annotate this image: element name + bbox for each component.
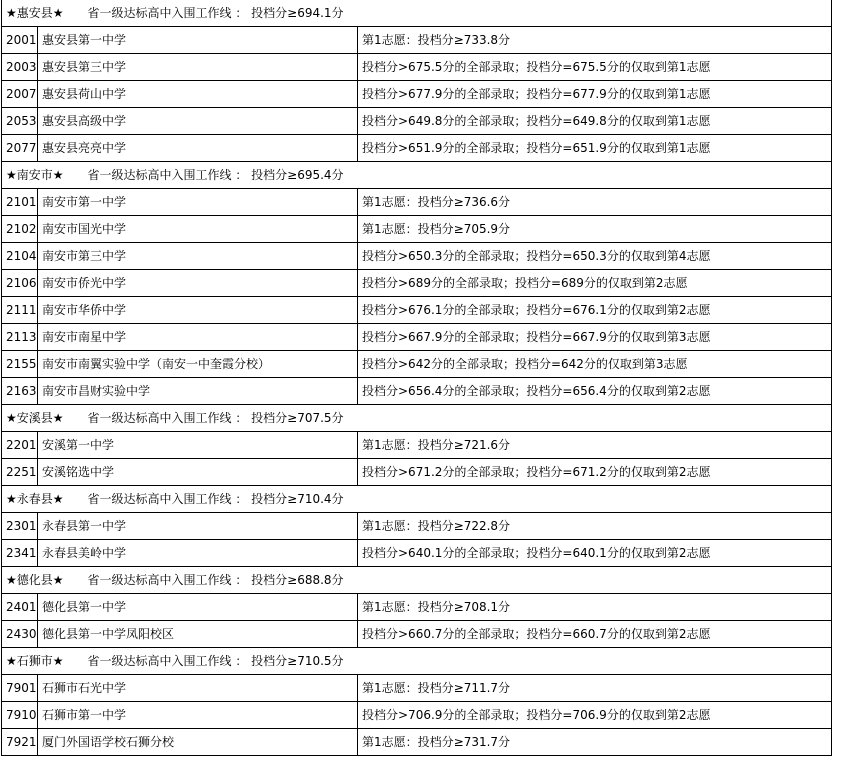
school-code-cell: 2341 [2,540,38,567]
school-name-cell: 惠安县第三中学 [38,54,358,81]
admission-rule-cell: 投档分>667.9分的全部录取；投档分=667.9分的仅取到第3志愿 [358,324,832,351]
table-row [2,135,832,162]
admission-rule-cell: 第1志愿：投档分≥722.8分 [358,513,832,540]
table-row [2,540,832,567]
admission-rule-cell: 投档分>706.9分的全部录取；投档分=706.9分的仅取到第2志愿 [358,702,832,729]
school-code-cell: 2007 [2,81,38,108]
table-row [2,216,832,243]
admission-rule-cell: 投档分>649.8分的全部录取；投档分=649.8分的仅取到第1志愿 [358,108,832,135]
school-code-cell: 2155 [2,351,38,378]
school-code-cell: 7910 [2,702,38,729]
admission-rule-cell: 投档分>650.3分的全部录取；投档分=650.3分的仅取到第4志愿 [358,243,832,270]
school-code-cell: 2301 [2,513,38,540]
table-row [2,621,832,648]
district-header-row [2,567,832,594]
school-name-cell: 石狮市第一中学 [38,702,358,729]
admission-rule-cell: 投档分>651.9分的全部录取；投档分=651.9分的仅取到第1志愿 [358,135,832,162]
school-code-cell: 7921 [2,729,38,756]
school-name-cell: 安溪第一中学 [38,432,358,459]
table-body [2,0,832,756]
school-name-cell: 厦门外国语学校石狮分校 [38,729,358,756]
school-name-cell: 惠安县亮亮中学 [38,135,358,162]
admission-rule-cell: 投档分>689分的全部录取；投档分=689分的仅取到第2志愿 [358,270,832,297]
district-header-row [2,648,832,675]
school-name-cell: 惠安县荷山中学 [38,81,358,108]
table-row [2,675,832,702]
admission-score-table [1,0,832,756]
school-name-cell: 安溪铭选中学 [38,459,358,486]
school-code-cell: 2053 [2,108,38,135]
table-row [2,432,832,459]
school-code-cell: 2201 [2,432,38,459]
school-code-cell: 2111 [2,297,38,324]
school-name-cell: 南安市南星中学 [38,324,358,351]
table-row [2,108,832,135]
district-header: ★安溪县★ 省一级达标高中入围工作线 ： 投档分≥707.5分 [2,405,832,432]
admission-rule-cell: 投档分>675.5分的全部录取；投档分=675.5分的仅取到第1志愿 [358,54,832,81]
school-name-cell: 南安市第一中学 [38,189,358,216]
admission-rule-cell: 投档分>671.2分的全部录取；投档分=671.2分的仅取到第2志愿 [358,459,832,486]
district-header: ★永春县★ 省一级达标高中入围工作线 ： 投档分≥710.4分 [2,486,832,513]
school-code-cell: 2104 [2,243,38,270]
school-code-cell: 2001 [2,27,38,54]
admission-rule-cell: 第1志愿：投档分≥708.1分 [358,594,832,621]
district-header: ★德化县★ 省一级达标高中入围工作线 ： 投档分≥688.8分 [2,567,832,594]
school-name-cell: 南安市昌财实验中学 [38,378,358,405]
school-code-cell: 2102 [2,216,38,243]
school-code-cell: 2003 [2,54,38,81]
school-name-cell: 南安市第三中学 [38,243,358,270]
school-code-cell: 7901 [2,675,38,702]
admission-rule-cell: 投档分>676.1分的全部录取；投档分=676.1分的仅取到第2志愿 [358,297,832,324]
district-header: ★石狮市★ 省一级达标高中入围工作线 ： 投档分≥710.5分 [2,648,832,675]
admission-rule-cell: 第1志愿：投档分≥733.8分 [358,27,832,54]
school-name-cell: 德化县第一中学凤阳校区 [38,621,358,648]
school-name-cell: 南安市国光中学 [38,216,358,243]
school-name-cell: 永春县美岭中学 [38,540,358,567]
district-header: ★南安市★ 省一级达标高中入围工作线 ： 投档分≥695.4分 [2,162,832,189]
table-row [2,594,832,621]
school-code-cell: 2163 [2,378,38,405]
district-header-row [2,486,832,513]
school-code-cell: 2101 [2,189,38,216]
school-name-cell: 惠安县高级中学 [38,108,358,135]
school-name-cell: 南安市华侨中学 [38,297,358,324]
admission-rule-cell: 投档分>640.1分的全部录取；投档分=640.1分的仅取到第2志愿 [358,540,832,567]
admission-rule-cell: 第1志愿：投档分≥736.6分 [358,189,832,216]
school-code-cell: 2251 [2,459,38,486]
school-name-cell: 永春县第一中学 [38,513,358,540]
district-header-row [2,0,832,27]
admission-rule-cell: 投档分>677.9分的全部录取；投档分=677.9分的仅取到第1志愿 [358,81,832,108]
table-row [2,243,832,270]
table-row [2,459,832,486]
school-name-cell: 德化县第一中学 [38,594,358,621]
table-row [2,270,832,297]
admission-rule-cell: 投档分>656.4分的全部录取；投档分=656.4分的仅取到第2志愿 [358,378,832,405]
school-code-cell: 2430 [2,621,38,648]
table-row [2,81,832,108]
school-code-cell: 2106 [2,270,38,297]
table-row [2,702,832,729]
school-name-cell: 南安市侨光中学 [38,270,358,297]
school-code-cell: 2077 [2,135,38,162]
district-header-row [2,162,832,189]
school-name-cell: 南安市南翼实验中学（南安一中奎霞分校） [38,351,358,378]
admission-rule-cell: 投档分>660.7分的全部录取；投档分=660.7分的仅取到第2志愿 [358,621,832,648]
table-row [2,324,832,351]
table-row [2,54,832,81]
school-name-cell: 石狮市石光中学 [38,675,358,702]
school-code-cell: 2113 [2,324,38,351]
table-row [2,378,832,405]
table-row [2,513,832,540]
district-header: ★惠安县★ 省一级达标高中入围工作线 ： 投档分≥694.1分 [2,0,832,27]
table-row [2,297,832,324]
admission-rule-cell: 第1志愿：投档分≥731.7分 [358,729,832,756]
table-row [2,27,832,54]
school-name-cell: 惠安县第一中学 [38,27,358,54]
admission-rule-cell: 第1志愿：投档分≥711.7分 [358,675,832,702]
table-row [2,351,832,378]
table-row [2,729,832,756]
table-row [2,189,832,216]
admission-rule-cell: 第1志愿：投档分≥721.6分 [358,432,832,459]
admission-rule-cell: 第1志愿：投档分≥705.9分 [358,216,832,243]
admission-rule-cell: 投档分>642分的全部录取；投档分=642分的仅取到第3志愿 [358,351,832,378]
school-code-cell: 2401 [2,594,38,621]
district-header-row [2,405,832,432]
